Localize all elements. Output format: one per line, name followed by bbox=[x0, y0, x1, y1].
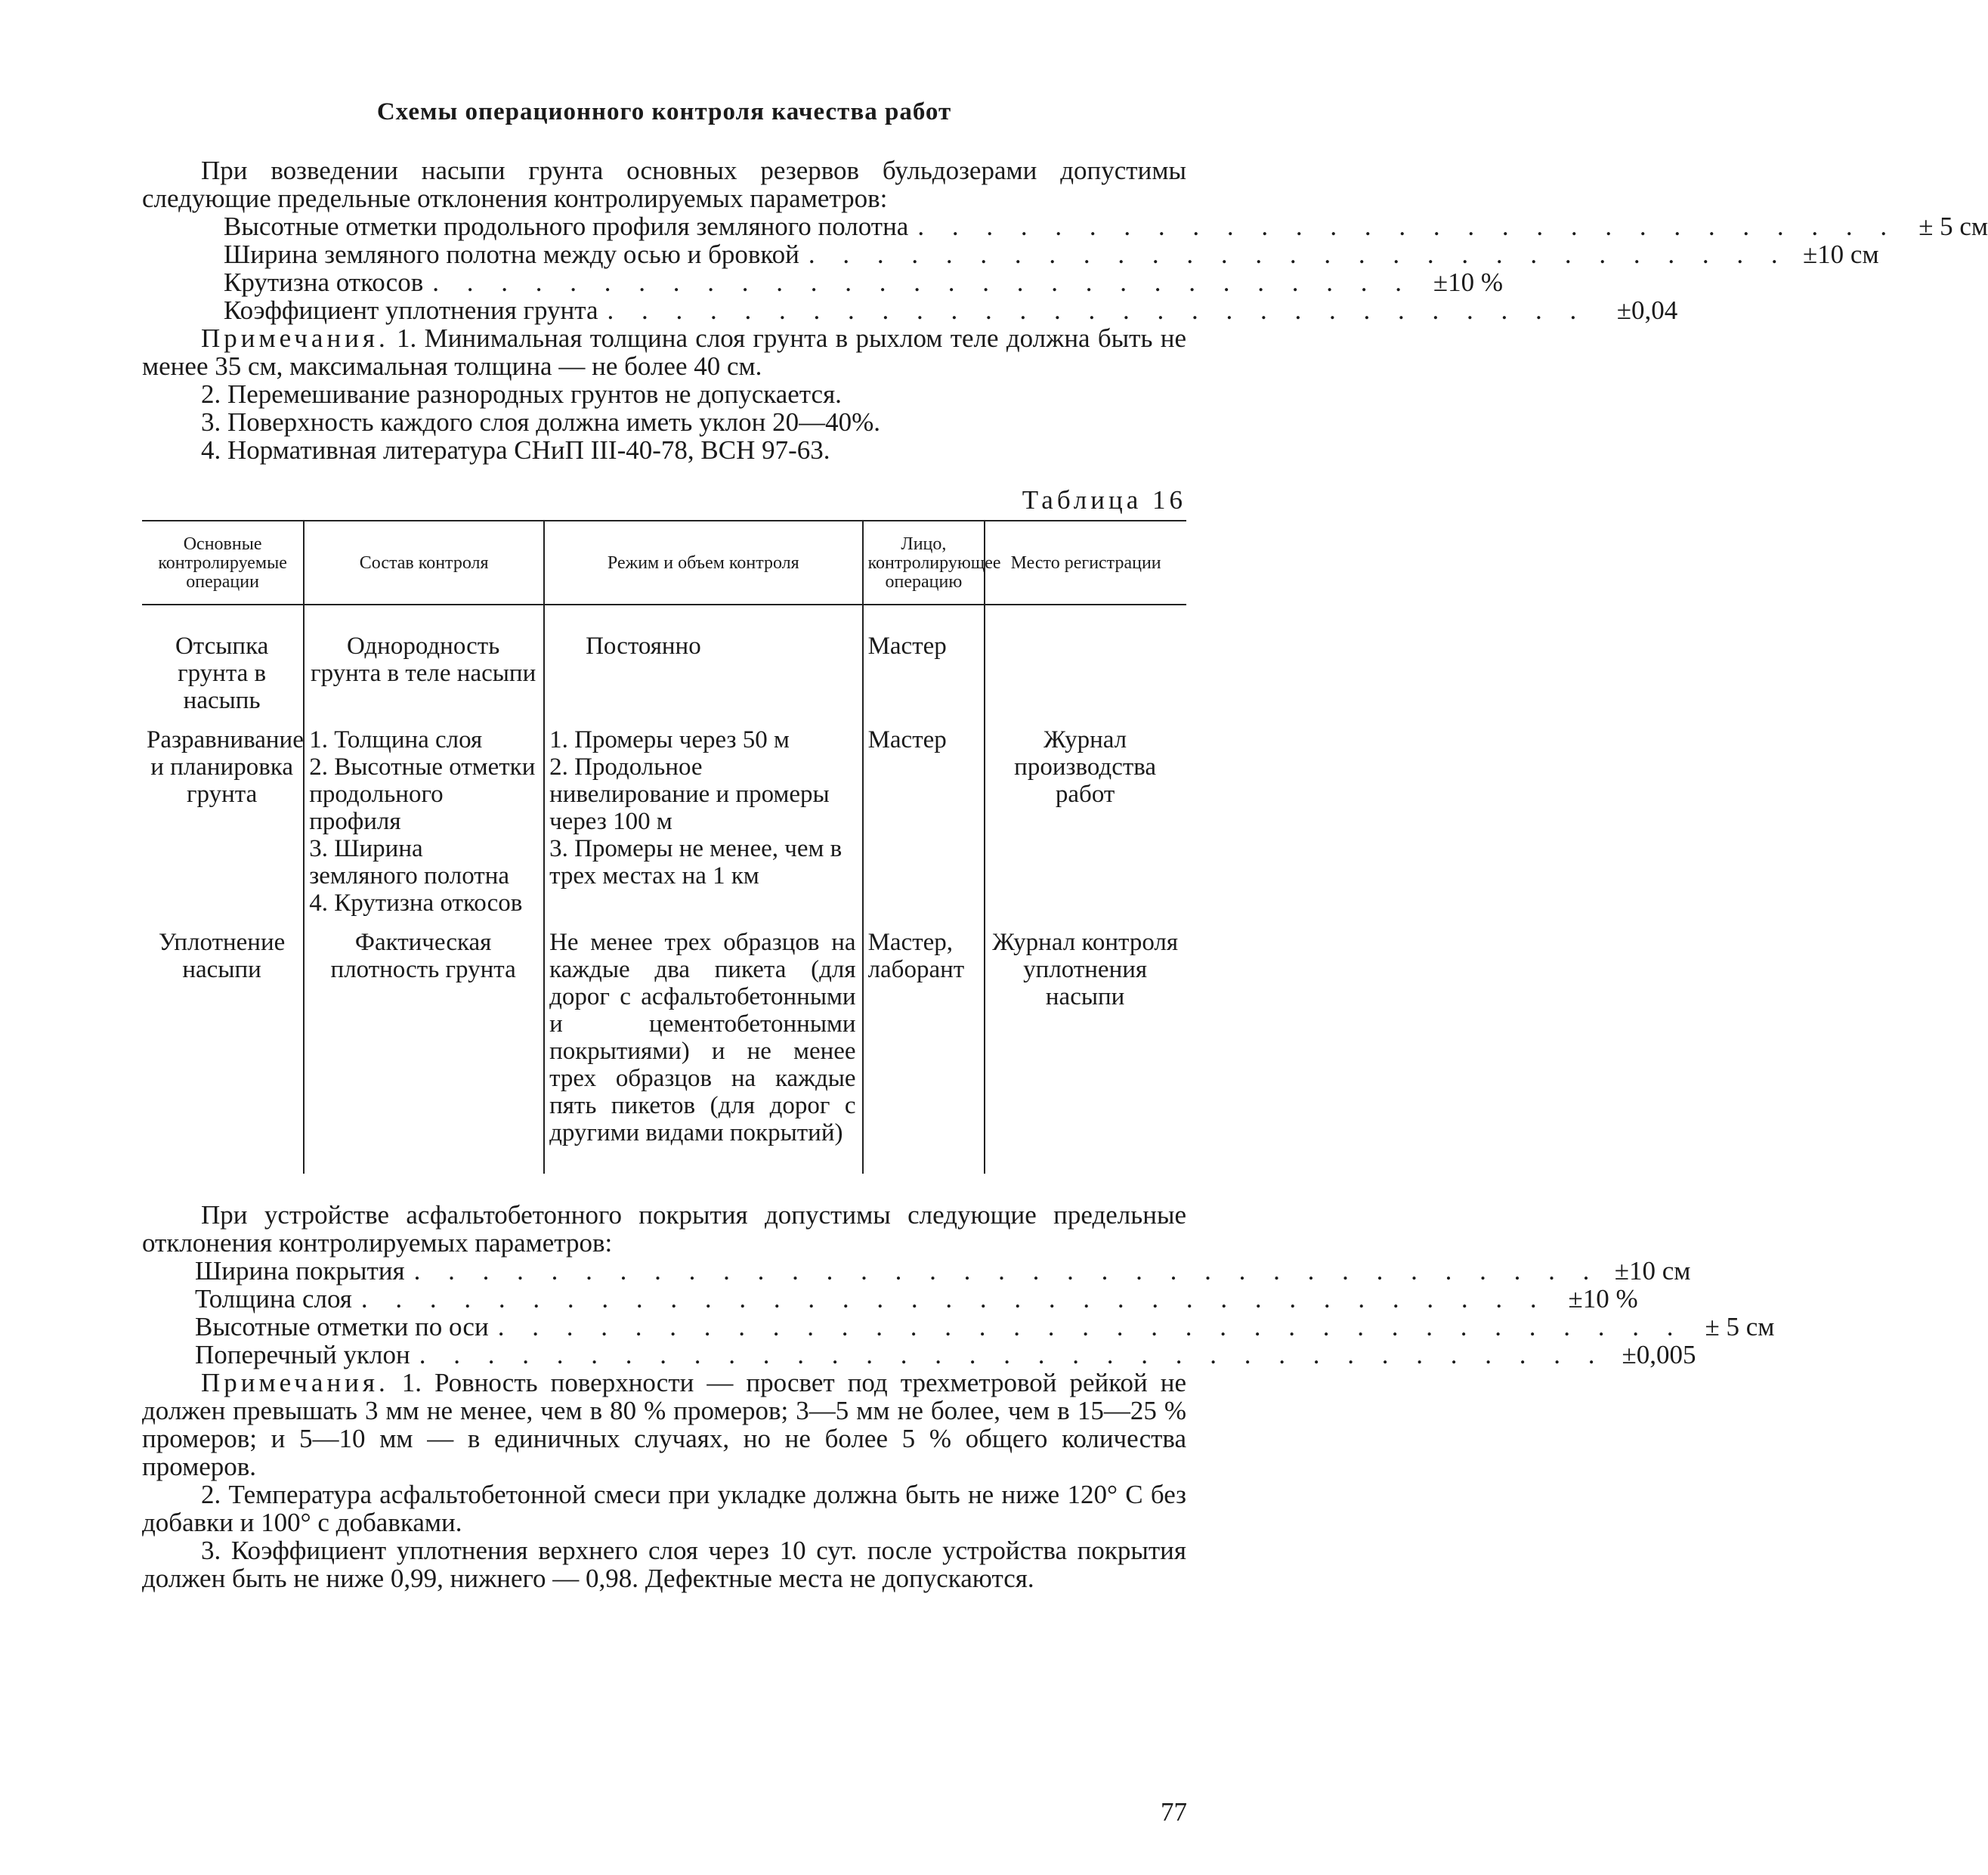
note-item: 4. Нормативная литература СНиП III-40-78, ВСН 97-63. bbox=[201, 435, 830, 465]
cell-person: Мастер bbox=[863, 605, 985, 720]
param-name: Высотные отметки продольного профиля земляного полотна bbox=[224, 212, 909, 241]
cell-mode: Не менее трех образцов на каждые два пикета (для дорог с асфальтобетонными и цементобетонными покрытиями) и не менее трех образцов на каждые пять пикетов (для дорог с другими видами покрытий) bbox=[544, 923, 863, 1174]
param-value: ±10 % bbox=[1433, 268, 1503, 297]
param-row: Крутизна откосов . . . . . . . . . . . . . . . . . . . . . . . . . . . . . ±10 % bbox=[224, 268, 1503, 297]
table-row bbox=[142, 720, 1186, 923]
param-name: Крутизна откосов bbox=[224, 268, 424, 297]
param-row: Коэффициент уплотнения грунта . . . . . . . . . . . . . . . . . . . . . . . . . . . . . ±0,04 bbox=[224, 295, 1678, 325]
note-text: 1. Минимальная толщина слоя грунта в рыхлом теле должна быть не менее 35 см, максимальная толщина — не более 40 см. bbox=[142, 323, 1186, 381]
param-name: Толщина слоя bbox=[195, 1284, 352, 1313]
cell-person: Мастер, лаборант bbox=[863, 923, 985, 1174]
param-value: ±10 см bbox=[1614, 1256, 1691, 1286]
cell-operation: Разравнивание и планировка грунта bbox=[147, 726, 304, 808]
page-number: 77 bbox=[1161, 1797, 1187, 1827]
params-list-1 bbox=[224, 212, 1988, 325]
cell-place: Журнал контроля уплотнения насыпи bbox=[985, 923, 1186, 1174]
note-text: 1. Ровность поверхности — просвет под трехметровой рейкой не должен превышать 3 мм не менее, чем в 80 % промеров; 3—5 мм не более, чем в 15—25 % промеров; и 5—10 мм — в единичных случаях, но не более 5 % общего количества промеров. bbox=[142, 1368, 1186, 1481]
param-name: Ширина земляного полотна между осью и бровкой bbox=[224, 240, 799, 269]
cell-composition: Однородность грунта в теле насыпи bbox=[304, 605, 544, 720]
param-row: Ширина земляного полотна между осью и бровкой . . . . . . . . . . . . . . . . . . . . . . . . . . . . . ±10 см bbox=[224, 240, 1879, 269]
cell-mode: 1. Промеры через 50 м 2. Продольное нивелирование и промеры через 100 м 3. Промеры не менее, чем в трех местах на 1 км bbox=[544, 720, 863, 923]
param-value: ± 5 см bbox=[1918, 212, 1988, 241]
header-operations: Основные контролируемые операции bbox=[142, 521, 304, 605]
notes-label: Примечания. bbox=[201, 1368, 389, 1397]
table-header-row bbox=[142, 521, 1186, 605]
table-row bbox=[142, 923, 1186, 1174]
param-name: Высотные отметки по оси bbox=[195, 1312, 489, 1341]
page-body bbox=[142, 98, 1988, 1593]
intro-paragraph-2: При устройстве асфальтобетонного покрытия допустимы следующие предельные отклонения контролируемых параметров: bbox=[142, 1200, 1186, 1258]
intro-paragraph-1: При возведении насыпи грунта основных резервов бульдозерами допустимы следующие предельные отклонения контролируемых параметров: bbox=[142, 156, 1186, 213]
cell-person: Мастер bbox=[863, 720, 985, 923]
param-value: ± 5 см bbox=[1705, 1312, 1775, 1341]
table-row bbox=[142, 605, 1186, 720]
param-row: Высотные отметки по оси . . . . . . . . . . . . . . . . . . . . . . . . . . . . . . . . . . . ± 5 см bbox=[195, 1312, 1775, 1341]
header-person: Лицо, контролирующее операцию bbox=[863, 521, 985, 605]
note-item: 2. Перемешивание разнородных грунтов не допускается. bbox=[201, 379, 842, 409]
note-item: 2. Температура асфальтобетонной смеси при укладке должна быть не ниже 120° С без добавки и 100° с добавками. bbox=[142, 1480, 1186, 1537]
param-row: Ширина покрытия . . . . . . . . . . . . . . . . . . . . . . . . . . . . . . . . . . . ±10 см bbox=[195, 1256, 1691, 1286]
param-name: Поперечный уклон bbox=[195, 1340, 410, 1369]
cell-composition: Фактическая плотность грунта bbox=[304, 923, 544, 1174]
note-item: 3. Поверхность каждого слоя должна иметь уклон 20—40%. bbox=[201, 407, 880, 437]
header-mode: Режим и объем контроля bbox=[544, 521, 863, 605]
param-name: Коэффициент уплотнения грунта bbox=[224, 295, 598, 325]
cell-place: Журнал производства работ bbox=[985, 720, 1186, 923]
param-value: ±0,04 bbox=[1616, 295, 1678, 325]
param-name: Ширина покрытия bbox=[195, 1256, 405, 1286]
cell-mode: Постоянно bbox=[544, 605, 863, 720]
cell-operation: Отсыпка грунта в насыпь bbox=[175, 633, 269, 714]
table-caption: Таблица 16 bbox=[1022, 485, 1186, 515]
notes-1-first bbox=[142, 324, 1186, 380]
cell-place bbox=[985, 605, 1186, 720]
notes-2-first bbox=[142, 1369, 1186, 1481]
param-value: ±10 % bbox=[1568, 1284, 1638, 1313]
param-value: ±10 см bbox=[1802, 240, 1879, 269]
param-row: Высотные отметки продольного профиля земляного полотна . . . . . . . . . . . . . . . . . . . . . . . . . . . . . ± 5 см bbox=[224, 212, 1988, 241]
cell-operation: Уплотнение насыпи bbox=[158, 929, 286, 983]
page-title: Схемы операционного контроля качества работ bbox=[376, 98, 952, 125]
param-value: ±0,005 bbox=[1622, 1340, 1696, 1369]
param-row: Поперечный уклон . . . . . . . . . . . . . . . . . . . . . . . . . . . . . . . . . . . ±0,005 bbox=[195, 1340, 1696, 1369]
params-list-2 bbox=[195, 1256, 1775, 1369]
note-item: 3. Коэффициент уплотнения верхнего слоя через 10 сут. после устройства покрытия должен быть не ниже 0,99, нижнего — 0,98. Дефектные места не допускаются. bbox=[142, 1536, 1186, 1593]
param-row: Толщина слоя . . . . . . . . . . . . . . . . . . . . . . . . . . . . . . . . . . . ±10 % bbox=[195, 1284, 1638, 1313]
notes-label: Примечания. bbox=[201, 323, 389, 353]
control-table bbox=[142, 520, 1186, 1174]
header-composition: Состав контроля bbox=[304, 521, 544, 605]
cell-composition: 1. Толщина слоя 2. Высотные отметки продольного профиля 3. Ширина земляного полотна 4. Крутизна откосов bbox=[304, 720, 544, 923]
header-place: Место регистрации bbox=[985, 521, 1186, 605]
